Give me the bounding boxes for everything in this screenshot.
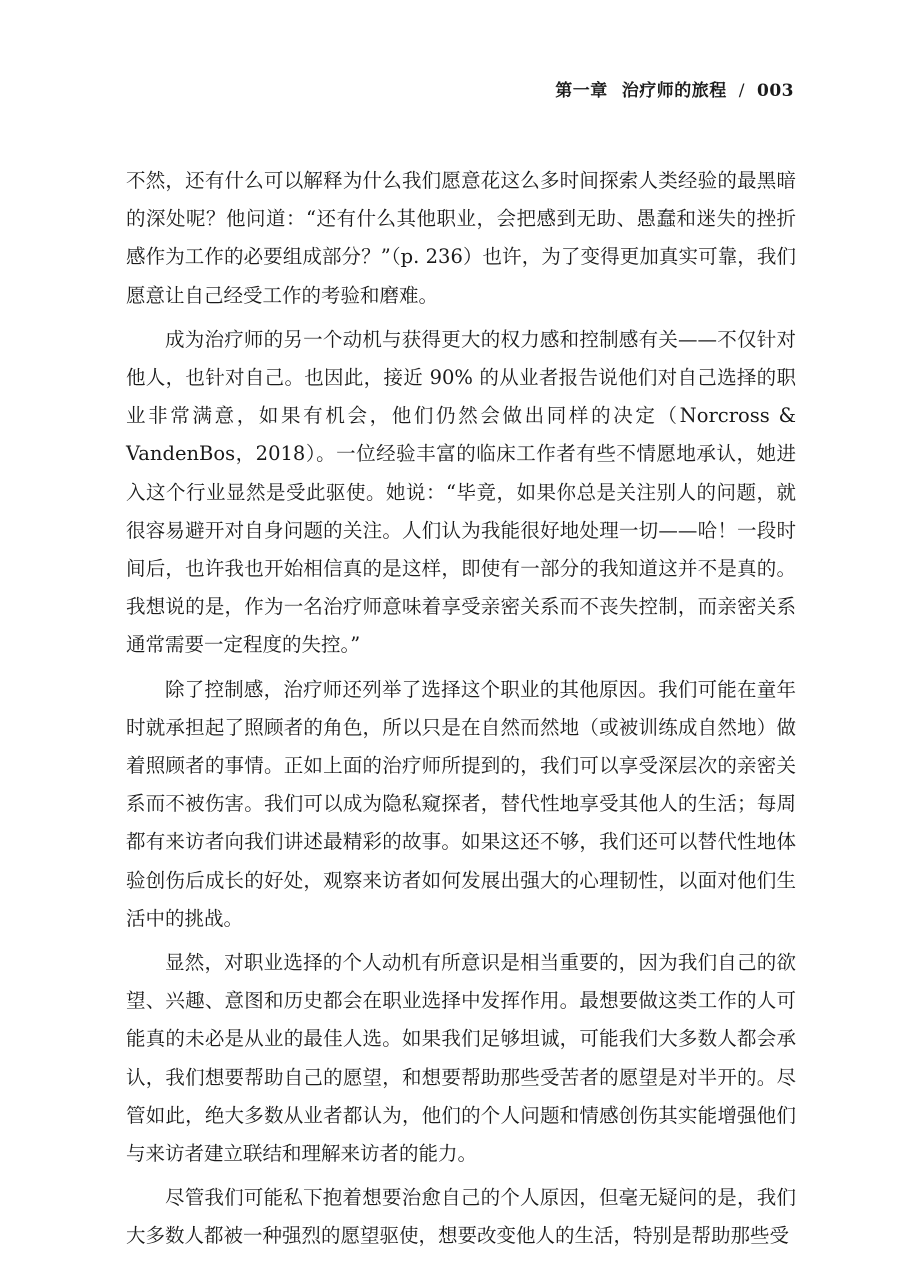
- chapter-label: 第一章: [555, 81, 608, 101]
- paragraph-continued: 不然，还有什么可以解释为什么我们愿意花这么多时间探索人类经验的最黑暗的深处呢？他问道：“还有什么其他职业，会把感到无助、愚蠢和迷失的挫折感作为工作的必要组成部分？”（p. 236）也许，为了变得更加真实可靠，我们愿意让自己经受工作的考验和磨难。: [126, 169, 796, 307]
- header-separator: /: [738, 81, 745, 101]
- chapter-title: 治疗师的旅程: [621, 81, 727, 101]
- paragraph: 除了控制感，治疗师还列举了选择这个职业的其他原因。我们可能在童年时就承担起了照顾者的角色，所以只是在自然而然地（或被训练成自然地）做着照顾者的事情。正如上面的治疗师所提到的，我们可以享受深层次的亲密关系而不被伤害。我们可以成为隐私窥探者，替代性地享受其他人的生活；每周都有来访者向我们讲述最精彩的故事。如果这还不够，我们还可以替代性地体验创伤后成长的好处，观察来访者如何发展出强大的心理韧性，以面对他们生活中的挑战。: [126, 677, 796, 930]
- page-number: 003: [757, 81, 794, 101]
- body-text: [126, 162, 796, 1262]
- running-header: [555, 76, 794, 101]
- paragraph: 成为治疗师的另一个动机与获得更大的权力感和控制感有关——不仅针对他人，也针对自己。也因此，接近 90% 的从业者报告说他们对自己选择的职业非常满意，如果有机会，他们仍然会做出同样的决定（Norcross & VandenBos，2018）。一位经验丰富的临床工作者有些不情愿地承认，她进入这个行业显然是受此驱使。她说：“毕竟，如果你总是关注别人的问题，就很容易避开对自身问题的关注。人们认为我能很好地处理一切——哈！一段时间后，也许我也开始相信真的是这样，即使有一部分的我知道这并不是真的。我想说的是，作为一名治疗师意味着享受亲密关系而不丧失控制，而亲密关系通常需要一定程度的失控。”: [126, 327, 796, 657]
- paragraph: 显然，对职业选择的个人动机有所意识是相当重要的，因为我们自己的欲望、兴趣、意图和历史都会在职业选择中发挥作用。最想要做这类工作的人可能真的未必是从业的最佳人选。如果我们足够坦诚，可能我们大多数人都会承认，我们想要帮助自己的愿望，和想要帮助那些受苦者的愿望是对半开的。尽管如此，绝大多数从业者都认为，他们的个人问题和情感创伤其实能增强他们与来访者建立联结和理解来访者的能力。: [126, 951, 796, 1166]
- paragraph: 尽管我们可能私下抱着想要治愈自己的个人原因，但毫无疑问的是，我们大多数人都被一种强烈的愿望驱使，想要改变他人的生活，特别是帮助那些受: [126, 1186, 796, 1248]
